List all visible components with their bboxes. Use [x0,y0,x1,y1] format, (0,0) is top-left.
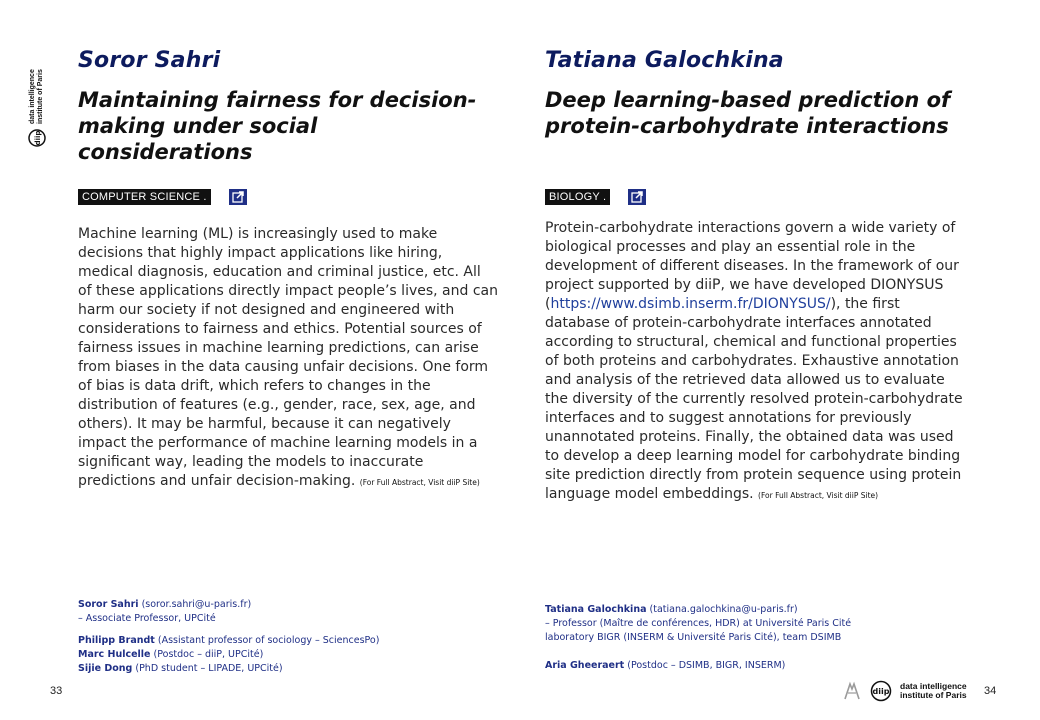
lead-author-name: Soror Sahri [78,599,139,610]
right-full-abstract-note: (For Full Abstract, Visit diiP Site) [758,491,879,500]
category-label: COMPUTER SCIENCE . [78,189,211,205]
external-link-icon[interactable] [628,189,646,205]
svg-text:institute of Paris: institute of Paris [37,69,44,124]
right-abstract [545,219,965,505]
left-credits [78,598,518,676]
diip-logo-icon [870,680,892,702]
left-author-name: Soror Sahri [78,48,221,73]
lead-author-email: (soror.sahri@u-paris.fr) [141,599,252,610]
right-page-number: 34 [984,685,997,697]
right-abstract-text-1: Protein-carbohydrate interactions govern a wide variety of biological processes and play an essential role in the development of different diseases. In the framework of our project supported by diiP, we have developed DIONYSUS ( [545,220,959,312]
right-credits [545,603,985,673]
right-author-name: Tatiana Galochkina [545,48,784,73]
left-full-abstract-note: (For Full Abstract, Visit diiP Site) [359,478,480,487]
footer-branding [842,680,967,702]
team-member: Sijie Dong (PhD student – LIPADE, UPCité) [78,663,283,674]
lead-author-role: – Professor (Maître de conférences, HDR) at Université Paris Cité [545,618,852,629]
left-page-number: 33 [50,685,63,697]
team-member: Philipp Brandt (Assistant professor of sociology – SciencesPo) [78,635,380,646]
right-article-title: Deep learning-based prediction of protein-carbohydrate interactions [545,88,951,138]
right-abstract-text-2: ), the first database of protein-carbohydrate interfaces annotated according to structural, chemical and functional properties of both proteins and carbohydrates. Exhaustive annotation and analysis of the retrieved data allowed us to evaluate the diversity of the currently resolved protein-carbohydrate interfaces and to suggest annotations for previously unannotated proteins. Finally, the obtained data was used to develop a deep learning model for carbohydrate binding site prediction directly from protein sequence using protein language model embeddings. [545,296,963,502]
svg-text:data intelligence: data intelligence [29,69,36,124]
left-abstract-text: Machine learning (ML) is increasingly used to make decisions that highly impact applications like hiring, medical diagnosis, education and criminal justice, etc. All of these applications directly impact people’s lives, and can harm our society if not designed and engineered with considerations to fairness and ethics. Potential sources of fairness issues in machine learning predictions, can arise from biases in the data causing unfair decisions. One form of bias is data drift, which refers to changes in the distribution of features (e.g., gender, race, sex, age, and others). It may be harmful, because it can negatively impact the performance of machine learning models in a significant way, leading the models to inaccurate predictions and unfair decision-making. [78,226,498,489]
left-category-tag [78,189,247,205]
lead-author-name: Tatiana Galochkina [545,604,647,615]
category-label: BIOLOGY . [545,189,610,205]
diip-vertical-logo [26,56,48,148]
university-logo-icon [842,681,862,701]
lead-author-email: (tatiana.galochkina@u-paris.fr) [649,604,798,615]
right-category-tag [545,189,646,205]
brand-wordmark: data intelligence institute of Paris [900,681,967,700]
left-article-title: Maintaining fairness for decision-making under social considerations [78,88,477,164]
external-link-icon[interactable] [229,189,247,205]
left-abstract [78,225,498,492]
lead-author-lab: laboratory BIGR (INSERM & Université Paris Cité), team DSIMB [545,632,842,643]
dionysus-link[interactable]: https://www.dsimb.inserm.fr/DIONYSUS/ [550,296,831,312]
svg-text:diip: diip [872,687,890,696]
lead-author-role: – Associate Professor, UPCité [78,613,216,624]
team-member: Aria Gheeraert (Postdoc – DSIMB, BIGR, INSERM) [545,660,786,671]
svg-text:diip: diip [34,130,42,146]
team-member: Marc Hulcelle (Postdoc – diiP, UPCité) [78,649,264,660]
